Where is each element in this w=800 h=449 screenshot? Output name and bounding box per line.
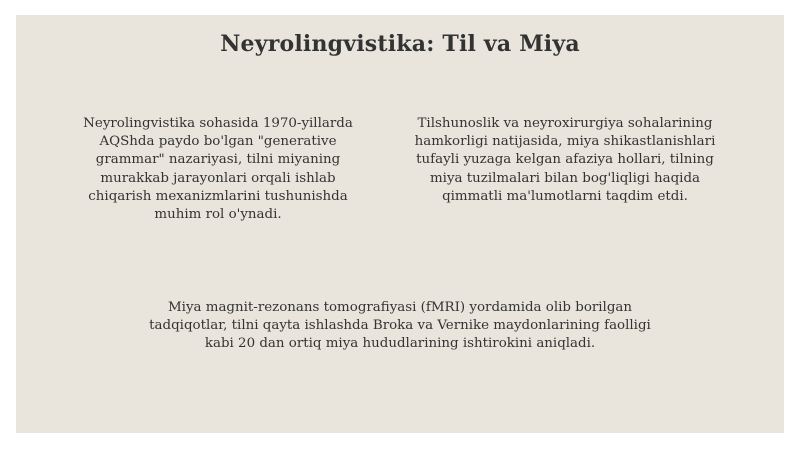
paragraph-fmri: Miya magnit-rezonans tomografiyasi (fMRI) yordamida olib borilgan tadqiqotlar, tilni qayta ishlashda Broka va Vernike maydonlarining faolligi kabi 20 dan ortiq miya hududlarining ishtirokini aniqladi. — [149, 300, 651, 352]
slide-title: Neyrolingvistika: Til va Miya — [220, 31, 580, 57]
paragraph-aphasia: Tilshunoslik va neyroxirurgiya sohalarining hamkorligi natijasida, miya shikastlanishlari tufayli yuzaga kelgan afaziya hollari, tilning miya tuzilmalari bilan bog'liqligi haqida qimmatli ma'lumotlarni taqdim etdi. — [414, 116, 716, 204]
paragraph-generative-grammar: Neyrolingvistika sohasida 1970-yillarda AQShda paydo bo'lgan "generative grammar" nazariyasi, tilni miyaning murakkab jarayonlari orqali ishlab chiqarish mexanizmlarini tushunishda muhim rol o'ynadi. — [83, 116, 353, 223]
slide — [16, 15, 784, 433]
